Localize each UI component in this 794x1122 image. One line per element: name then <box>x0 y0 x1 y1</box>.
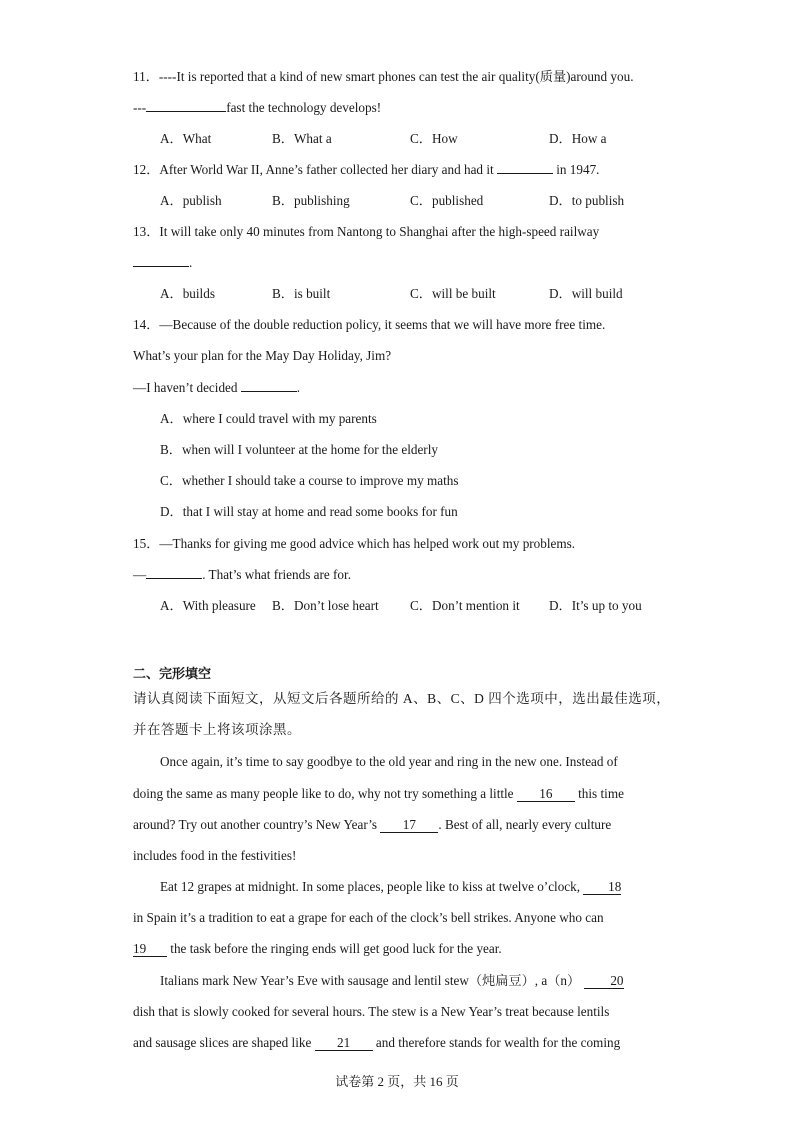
passage-text: doing the same as many people like to do, why not try something a little <box>133 786 517 801</box>
q15-reply <box>133 566 351 584</box>
passage-text: . Best of all, nearly every culture <box>438 817 612 832</box>
q15-option-d[interactable]: D．It’s up to you <box>549 598 642 613</box>
q15-option-b[interactable]: B．Don’t lose heart <box>272 598 379 613</box>
passage-text: Italians mark New Year’s Eve with sausage and lentil stew（炖扁豆）, a（n） <box>160 973 584 988</box>
passage-p2-line2: in Spain it’s a tradition to eat a grape for each of the clock’s bell strikes. Anyone who can <box>133 910 604 925</box>
q14-option-d[interactable]: D．that I will stay at home and read some books for fun <box>160 504 458 519</box>
instruction-line-2: 并在答题卡上将该项涂黑。 <box>133 722 301 737</box>
passage-p3-line3 <box>133 1034 620 1052</box>
q12-stem-suffix: in 1947. <box>552 162 600 177</box>
q13-blank <box>133 266 189 267</box>
q12-blank <box>497 173 553 174</box>
blank-20: 20 <box>584 974 624 989</box>
q11-option-c[interactable]: C．How <box>410 131 458 146</box>
q11-option-a[interactable]: A．What <box>160 131 212 146</box>
q15-reply-suffix: . That’s what friends are for. <box>202 567 351 582</box>
q14-reply-prefix: —I haven’t decided <box>133 380 241 395</box>
q12-option-a[interactable]: A．publish <box>160 193 222 208</box>
q11-blank <box>146 111 226 112</box>
q15-option-c[interactable]: C．Don’t mention it <box>410 598 520 613</box>
q13-continuation <box>133 254 192 272</box>
q12-stem <box>133 161 599 179</box>
blank-17: 17 <box>380 818 438 833</box>
blank-16: 16 <box>517 787 575 802</box>
q13-option-a[interactable]: A．builds <box>160 286 215 301</box>
q14-option-a[interactable]: A．where I could travel with my parents <box>160 411 377 426</box>
q14-blank <box>241 391 297 392</box>
passage-text: this time <box>574 786 624 801</box>
q15-stem: 15．—Thanks for giving me good advice which has helped work out my problems. <box>133 536 576 551</box>
blank-18: 18 <box>583 880 621 895</box>
section-heading: 二、完形填空 <box>133 667 212 682</box>
passage-p3-line2: dish that is slowly cooked for several hours. The stew is a New Year’s treat because lentils <box>133 1004 610 1019</box>
q14-option-b[interactable]: B．when will I volunteer at the home for the elderly <box>160 442 438 457</box>
q13-option-c[interactable]: C．will be built <box>410 286 496 301</box>
q15-option-a[interactable]: A．With pleasure <box>160 598 256 613</box>
passage-text: and sausage slices are shaped like <box>133 1035 315 1050</box>
q15-blank <box>146 578 202 579</box>
blank-21: 21 <box>315 1036 373 1051</box>
instruction-line-1: 请认真阅读下面短文，从短文后各题所给的 A、B、C、D 四个选项中，选出最佳选项， <box>133 691 671 706</box>
passage-p2-line1 <box>160 878 621 896</box>
q14-reply-suffix: . <box>296 380 301 395</box>
q11-option-b[interactable]: B．What a <box>272 131 332 146</box>
q11-reply <box>133 99 381 117</box>
q14-option-c[interactable]: C．whether I should take a course to improve my maths <box>160 473 459 488</box>
blank-19: 19 <box>133 942 167 957</box>
q13-stem: 13．It will take only 40 minutes from Nantong to Shanghai after the high-speed railway <box>133 224 600 239</box>
q12-option-b[interactable]: B．publishing <box>272 193 350 208</box>
passage-text: around? Try out another country’s New Year’s <box>133 817 381 832</box>
page-footer: 试卷第 2 页，共 16 页 <box>335 1074 459 1089</box>
q11-option-d[interactable]: D．How a <box>549 131 607 146</box>
q14-stem-line2: What’s your plan for the May Day Holiday, Jim? <box>133 348 392 363</box>
passage-text: the task before the ringing ends will get good luck for the year. <box>167 941 502 956</box>
passage-text: and therefore stands for wealth for the coming <box>372 1035 621 1050</box>
q11-reply-prefix: --- <box>133 100 147 115</box>
q11-stem: 11．----It is reported that a kind of new smart phones can test the air quality(质量)around you. <box>133 69 634 84</box>
q12-stem-prefix: 12．After World War II, Anne’s father collected her diary and had it <box>133 162 497 177</box>
q13-option-b[interactable]: B．is built <box>272 286 331 301</box>
passage-p3-line1 <box>160 972 624 990</box>
q14-reply <box>133 379 300 397</box>
q15-reply-prefix: — <box>133 567 147 582</box>
q14-stem: 14．—Because of the double reduction policy, it seems that we will have more free time. <box>133 317 606 332</box>
q13-option-d[interactable]: D．will build <box>549 286 623 301</box>
passage-p1-line2 <box>133 785 624 803</box>
passage-p1-line4: includes food in the festivities! <box>133 848 297 863</box>
q12-option-c[interactable]: C．published <box>410 193 484 208</box>
q11-reply-suffix: fast the technology develops! <box>226 100 382 115</box>
passage-p1-line1: Once again, it’s time to say goodbye to the old year and ring in the new one. Instead of <box>160 754 618 769</box>
passage-p1-line3 <box>133 816 611 834</box>
q12-option-d[interactable]: D．to publish <box>549 193 625 208</box>
passage-p2-line3 <box>133 940 502 958</box>
passage-text: Eat 12 grapes at midnight. In some places, people like to kiss at twelve o’clock, <box>160 879 584 894</box>
q13-cont-suffix: . <box>189 255 193 270</box>
